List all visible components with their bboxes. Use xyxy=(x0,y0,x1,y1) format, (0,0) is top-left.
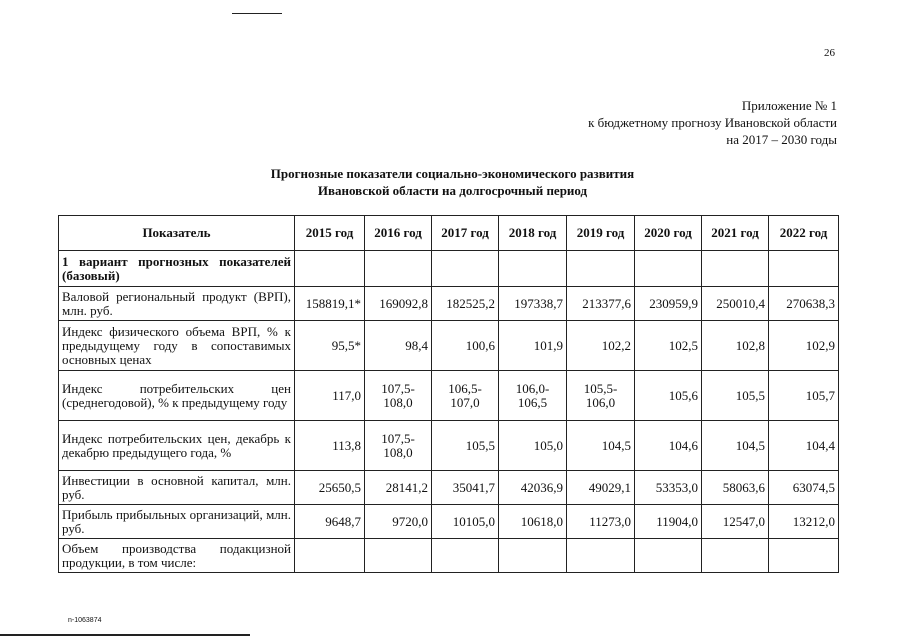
top-scan-line xyxy=(232,13,282,14)
forecast-table xyxy=(58,215,839,573)
table-row xyxy=(59,471,839,505)
value-cell: 105,6 xyxy=(635,371,702,421)
value-cell: 9720,0 xyxy=(365,505,432,539)
row-label: Инвестиции в основной капитал, млн. руб. xyxy=(59,471,295,505)
row-label: Валовой региональный продукт (ВРП), млн. руб. xyxy=(59,287,295,321)
row-label: Прибыль прибыльных организаций, млн. руб. xyxy=(59,505,295,539)
value-cell: 105,0 xyxy=(499,421,567,471)
value-cell: 106,5-107,0 xyxy=(432,371,499,421)
header-cell: 2015 год xyxy=(295,216,365,251)
value-cell xyxy=(769,539,839,573)
value-cell: 58063,6 xyxy=(702,471,769,505)
value-cell: 11273,0 xyxy=(567,505,635,539)
appendix-line: к бюджетному прогнозу Ивановской области xyxy=(588,115,837,130)
value-cell: 11904,0 xyxy=(635,505,702,539)
header-cell: Показатель xyxy=(59,216,295,251)
value-cell: 102,8 xyxy=(702,321,769,371)
value-cell: 158819,1* xyxy=(295,287,365,321)
value-cell: 213377,6 xyxy=(567,287,635,321)
value-cell xyxy=(365,251,432,287)
row-label: Индекс потребительских цен, декабрь к декабрю предыдущего года, % xyxy=(59,421,295,471)
value-cell: 100,6 xyxy=(432,321,499,371)
value-cell: 107,5-108,0 xyxy=(365,421,432,471)
value-cell: 98,4 xyxy=(365,321,432,371)
value-cell xyxy=(499,251,567,287)
value-cell: 101,9 xyxy=(499,321,567,371)
header-cell: 2016 год xyxy=(365,216,432,251)
value-cell: 95,5* xyxy=(295,321,365,371)
table-row xyxy=(59,287,839,321)
value-cell: 102,2 xyxy=(567,321,635,371)
value-cell: 9648,7 xyxy=(295,505,365,539)
bottom-scan-line xyxy=(0,634,250,636)
value-cell: 105,5 xyxy=(432,421,499,471)
row-label: 1 вариант прогнозных показателей (базовый) xyxy=(59,251,295,287)
row-label: Объем производства подакцизной продукции, в том числе: xyxy=(59,539,295,573)
value-cell: 49029,1 xyxy=(567,471,635,505)
value-cell xyxy=(702,539,769,573)
value-cell: 104,5 xyxy=(702,421,769,471)
document-title xyxy=(0,165,905,199)
value-cell xyxy=(295,539,365,573)
value-cell: 10105,0 xyxy=(432,505,499,539)
value-cell: 105,5-106,0 xyxy=(567,371,635,421)
value-cell xyxy=(635,251,702,287)
header-cell: 2022 год xyxy=(769,216,839,251)
value-cell: 12547,0 xyxy=(702,505,769,539)
header-cell: 2021 год xyxy=(702,216,769,251)
header-cell: 2020 год xyxy=(635,216,702,251)
value-cell xyxy=(635,539,702,573)
value-cell xyxy=(702,251,769,287)
row-label: Индекс физического объема ВРП, % к предыдущему году в сопоставимых основных ценах xyxy=(59,321,295,371)
value-cell: 35041,7 xyxy=(432,471,499,505)
document-code: n-1063874 xyxy=(68,617,102,624)
value-cell: 270638,3 xyxy=(769,287,839,321)
value-cell xyxy=(432,539,499,573)
appendix-reference xyxy=(588,97,837,148)
value-cell: 102,9 xyxy=(769,321,839,371)
value-cell: 230959,9 xyxy=(635,287,702,321)
table-row xyxy=(59,251,839,287)
header-cell: 2018 год xyxy=(499,216,567,251)
value-cell: 10618,0 xyxy=(499,505,567,539)
table-header-row xyxy=(59,216,839,251)
value-cell xyxy=(432,251,499,287)
value-cell: 63074,5 xyxy=(769,471,839,505)
value-cell: 25650,5 xyxy=(295,471,365,505)
value-cell: 53353,0 xyxy=(635,471,702,505)
value-cell xyxy=(499,539,567,573)
value-cell: 107,5-108,0 xyxy=(365,371,432,421)
table-row xyxy=(59,321,839,371)
value-cell: 104,5 xyxy=(567,421,635,471)
title-line: Ивановской области на долгосрочный период xyxy=(317,183,588,198)
title-line: Прогнозные показатели социально-экономического развития xyxy=(270,166,635,181)
value-cell: 105,7 xyxy=(769,371,839,421)
table-row xyxy=(59,371,839,421)
appendix-line: на 2017 – 2030 годы xyxy=(726,132,837,147)
value-cell: 13212,0 xyxy=(769,505,839,539)
value-cell: 106,0-106,5 xyxy=(499,371,567,421)
table-row xyxy=(59,421,839,471)
value-cell: 197338,7 xyxy=(499,287,567,321)
row-label: Индекс потребительских цен (среднегодовой), % к предыдущему году xyxy=(59,371,295,421)
value-cell xyxy=(567,539,635,573)
header-cell: 2019 год xyxy=(567,216,635,251)
value-cell: 182525,2 xyxy=(432,287,499,321)
table-row xyxy=(59,505,839,539)
value-cell: 42036,9 xyxy=(499,471,567,505)
value-cell: 104,4 xyxy=(769,421,839,471)
header-cell: 2017 год xyxy=(432,216,499,251)
value-cell: 102,5 xyxy=(635,321,702,371)
appendix-line: Приложение № 1 xyxy=(741,98,837,113)
value-cell xyxy=(567,251,635,287)
value-cell xyxy=(365,539,432,573)
value-cell: 105,5 xyxy=(702,371,769,421)
value-cell: 117,0 xyxy=(295,371,365,421)
value-cell: 28141,2 xyxy=(365,471,432,505)
value-cell: 113,8 xyxy=(295,421,365,471)
page-number: 26 xyxy=(824,47,835,59)
value-cell xyxy=(295,251,365,287)
value-cell: 104,6 xyxy=(635,421,702,471)
value-cell: 169092,8 xyxy=(365,287,432,321)
table-row xyxy=(59,539,839,573)
value-cell xyxy=(769,251,839,287)
value-cell: 250010,4 xyxy=(702,287,769,321)
